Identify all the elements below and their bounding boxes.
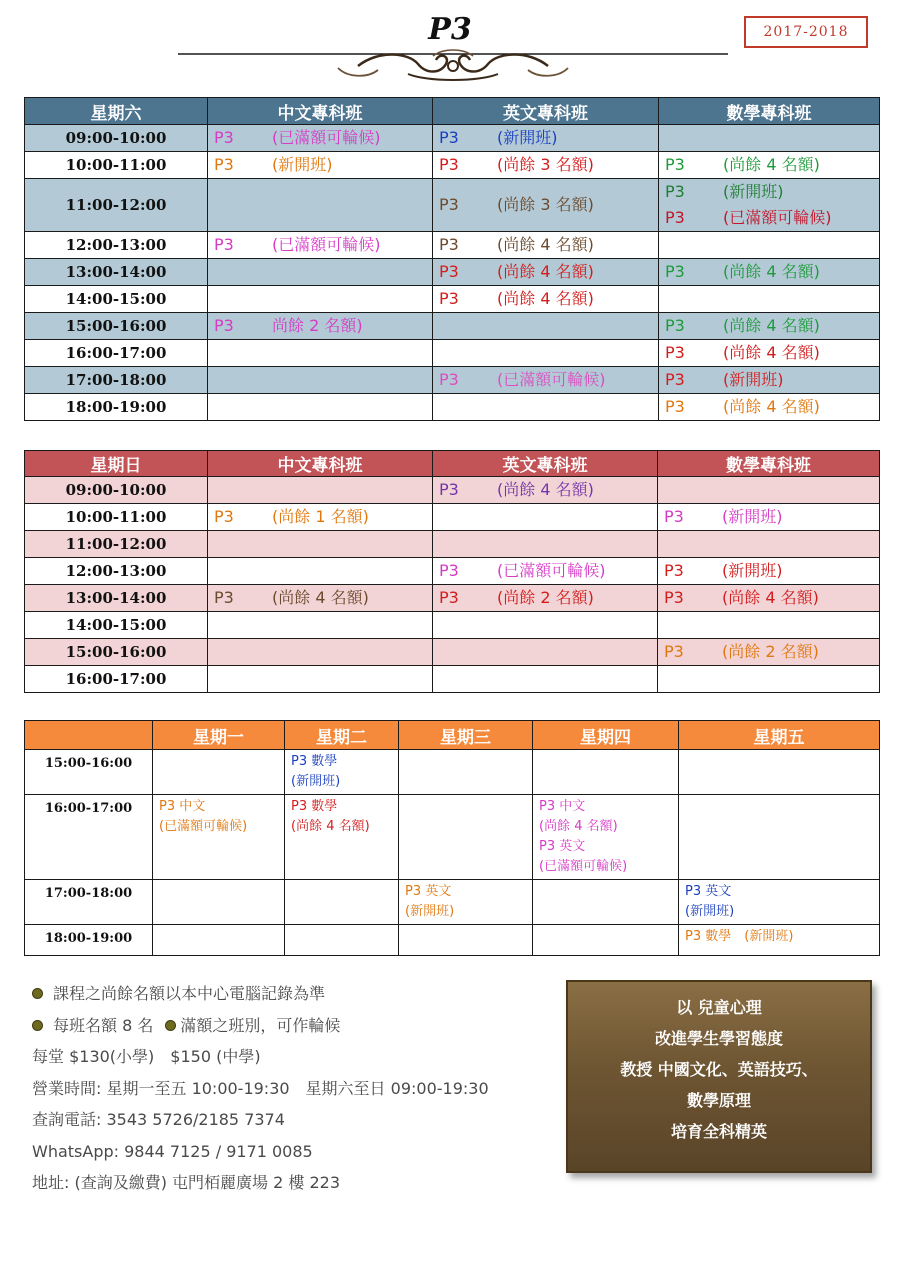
promo-line: 教授 中國文化、英語技巧、 (620, 1060, 818, 1079)
promo-line: 數學原理 (686, 1091, 751, 1110)
class-status: (新開班) (722, 507, 783, 526)
note-fee: 每堂 $130(小學) $150 (中學) (32, 1047, 261, 1066)
class-status: (新開班) (497, 128, 558, 147)
column-header-day: 星期日 (25, 451, 208, 477)
class-level: P3 (439, 155, 459, 174)
bullet-icon (165, 1020, 176, 1031)
class-entry (439, 585, 651, 611)
class-cell-math (659, 367, 880, 394)
class-cell-math (659, 259, 880, 286)
class-cell-english (433, 612, 658, 639)
class-level: P3 (439, 561, 459, 580)
table-row (25, 313, 880, 340)
note-whatsapp: WhatsApp: 9844 7125 / 9171 0085 (32, 1141, 313, 1161)
class-cell-english (433, 394, 659, 421)
class-cell-chinese (208, 179, 433, 232)
class-level: P3 (664, 642, 684, 661)
class-cell-tuesday (285, 880, 399, 925)
table-row (25, 558, 880, 585)
class-status: (尚餘 4 名額) (497, 480, 594, 499)
column-header-chinese: 中文專科班 (208, 98, 433, 125)
time-slot: 12:00-13:00 (25, 232, 208, 259)
class-level: P3 (665, 343, 685, 362)
class-cell-english (433, 125, 659, 152)
class-cell-math (659, 179, 880, 232)
time-slot: 13:00-14:00 (25, 259, 208, 286)
class-level: P3 (664, 507, 684, 526)
class-entry (214, 585, 426, 611)
class-cell-chinese (208, 639, 433, 666)
class-status: (新開班) (723, 370, 784, 389)
column-header-friday: 星期五 (679, 721, 880, 750)
class-entry-line: (新開班) (291, 774, 341, 789)
class-cell-math (659, 232, 880, 259)
note-quota-disclaimer: 課程之尚餘名額以本中心電腦記錄為準 (53, 984, 326, 1003)
class-cell-thursday (533, 795, 679, 880)
class-entry-line: (尚餘 4 名額) (291, 819, 370, 834)
class-entry (665, 367, 873, 393)
class-entry (665, 313, 873, 339)
class-cell-wednesday (399, 880, 533, 925)
class-level: P3 (664, 588, 684, 607)
class-cell-english (433, 504, 658, 531)
class-level: P3 (439, 370, 459, 389)
class-cell-chinese (208, 313, 433, 340)
class-cell-math (658, 504, 880, 531)
class-cell-math (658, 477, 880, 504)
table-row (25, 367, 880, 394)
table-header-row (25, 451, 880, 477)
time-slot: 10:00-11:00 (25, 152, 208, 179)
table-row (25, 795, 880, 880)
class-entry-line: (新開班) (685, 904, 735, 919)
class-level: P3 (214, 588, 234, 607)
time-slot: 15:00-16:00 (25, 750, 153, 795)
class-status: (新開班) (722, 561, 783, 580)
table-row (25, 666, 880, 693)
class-level: P3 (439, 480, 459, 499)
column-header-thursday: 星期四 (533, 721, 679, 750)
class-status: (尚餘 4 名額) (723, 262, 820, 281)
class-cell-math (658, 531, 880, 558)
table-row (25, 125, 880, 152)
class-cell-english (433, 639, 658, 666)
class-status: (尚餘 1 名額) (272, 507, 369, 526)
class-status: (已滿額可輪候) (723, 208, 832, 227)
class-entry-line: P3 中文 (539, 799, 586, 814)
class-cell-chinese (208, 612, 433, 639)
class-cell-tuesday (285, 795, 399, 880)
time-slot: 13:00-14:00 (25, 585, 208, 612)
table-row (25, 880, 880, 925)
class-cell-chinese (208, 394, 433, 421)
class-cell-tuesday (285, 925, 399, 956)
class-status: (尚餘 3 名額) (497, 195, 594, 214)
note-address: 地址: (查詢及繳費) 屯門栢麗廣場 2 樓 223 (32, 1173, 341, 1192)
class-cell-chinese (208, 558, 433, 585)
table-row (25, 639, 880, 666)
class-status: (尚餘 2 名額) (497, 588, 594, 607)
note-class-size: 每班名額 8 名 (53, 1015, 154, 1035)
class-cell-monday (153, 925, 285, 956)
class-status: (已滿額可輪候) (497, 561, 606, 580)
class-level: P3 (665, 182, 685, 201)
column-header-monday: 星期一 (153, 721, 285, 750)
class-entry (439, 558, 651, 584)
class-status: (尚餘 2 名額) (722, 642, 819, 661)
class-cell-thursday (533, 880, 679, 925)
class-level: P3 (665, 208, 685, 227)
column-header-math: 數學專科班 (659, 98, 880, 125)
time-slot: 17:00-18:00 (25, 880, 153, 925)
time-slot: 09:00-10:00 (25, 477, 208, 504)
class-status: (尚餘 4 名額) (723, 316, 820, 335)
class-cell-math (659, 152, 880, 179)
class-level: P3 (214, 128, 234, 147)
time-slot: 15:00-16:00 (25, 639, 208, 666)
class-level: P3 (665, 316, 685, 335)
class-cell-english (433, 232, 659, 259)
class-entry-line: (新開班) (405, 904, 455, 919)
time-slot: 16:00-17:00 (25, 666, 208, 693)
class-entry-line: P3 數學 (291, 799, 338, 814)
class-level: P3 (439, 588, 459, 607)
table-row (25, 925, 880, 956)
class-level: P3 (665, 370, 685, 389)
class-cell-chinese (208, 504, 433, 531)
class-cell-chinese (208, 585, 433, 612)
column-header-wednesday: 星期三 (399, 721, 533, 750)
class-cell-chinese (208, 340, 433, 367)
class-level: P3 (214, 235, 234, 254)
class-cell-wednesday (399, 925, 533, 956)
column-header-math: 數學專科班 (658, 451, 880, 477)
class-status: (尚餘 4 名額) (497, 235, 594, 254)
class-cell-chinese (208, 666, 433, 693)
class-cell-english (433, 286, 659, 313)
class-status: (已滿額可輪候) (272, 235, 381, 254)
column-header-day: 星期六 (25, 98, 208, 125)
time-slot: 18:00-19:00 (25, 394, 208, 421)
bullet-icon (32, 988, 43, 999)
class-cell-math (659, 340, 880, 367)
class-entry-line: P3 中文 (159, 799, 206, 814)
class-cell-friday (679, 880, 880, 925)
class-level: P3 (664, 561, 684, 580)
class-level: P3 (439, 128, 459, 147)
class-level: P3 (439, 195, 459, 214)
class-status: (尚餘 4 名額) (723, 343, 820, 362)
class-cell-math (658, 612, 880, 639)
class-cell-english (433, 666, 658, 693)
class-entry (665, 340, 873, 366)
class-entry (439, 125, 652, 151)
class-status: (尚餘 4 名額) (497, 262, 594, 281)
class-entry (439, 259, 652, 285)
table-header-row (25, 721, 880, 750)
class-cell-english (433, 259, 659, 286)
class-entry-line: P3 數學 (291, 754, 338, 769)
class-cell-english (433, 558, 658, 585)
promo-box (566, 980, 872, 1173)
table-row (25, 612, 880, 639)
class-cell-english (433, 367, 659, 394)
table-header-row (25, 98, 880, 125)
class-cell-english (433, 179, 659, 232)
school-year-badge: 2017-2018 (744, 16, 868, 48)
table-row (25, 477, 880, 504)
class-cell-math (658, 558, 880, 585)
class-cell-chinese (208, 286, 433, 313)
info-notes (32, 978, 552, 1199)
note-business-hours: 營業時間: 星期一至五 10:00-19:30 星期六至日 09:00-19:30 (32, 1078, 489, 1098)
class-level: P3 (439, 235, 459, 254)
promo-line: 以 兒童心理 (676, 998, 762, 1017)
class-entry (214, 125, 426, 151)
time-slot: 16:00-17:00 (25, 795, 153, 880)
time-slot: 18:00-19:00 (25, 925, 153, 956)
class-entry (665, 259, 873, 285)
column-header-chinese: 中文專科班 (208, 451, 433, 477)
class-entry (665, 205, 873, 231)
table-row (25, 286, 880, 313)
table-row (25, 750, 880, 795)
time-slot: 17:00-18:00 (25, 367, 208, 394)
class-cell-math (658, 639, 880, 666)
class-cell-english (433, 313, 659, 340)
class-cell-chinese (208, 232, 433, 259)
class-entry (664, 504, 873, 530)
class-entry (665, 394, 873, 420)
class-status: (尚餘 4 名額) (272, 588, 369, 607)
class-cell-thursday (533, 925, 679, 956)
weekday-schedule-table (24, 720, 880, 956)
class-status: (已滿額可輪候) (497, 370, 606, 389)
time-slot: 16:00-17:00 (25, 340, 208, 367)
column-header-time (25, 721, 153, 750)
class-entry-line: (已滿額可輪候) (539, 859, 628, 874)
class-entry (439, 152, 652, 178)
column-header-english: 英文專科班 (433, 98, 659, 125)
class-entry-line: (已滿額可輪候) (159, 819, 248, 834)
class-entry (439, 232, 652, 258)
note-phone: 查詢電話: 3543 5726/2185 7374 (32, 1110, 285, 1129)
class-level: P3 (665, 397, 685, 416)
table-row (25, 394, 880, 421)
class-entry-line: P3 英文 (685, 884, 732, 899)
class-cell-english (433, 531, 658, 558)
class-entry (665, 152, 873, 178)
class-cell-chinese (208, 259, 433, 286)
table-row (25, 531, 880, 558)
class-cell-monday (153, 750, 285, 795)
class-entry (439, 286, 652, 312)
time-slot: 09:00-10:00 (25, 125, 208, 152)
saturday-schedule-table (24, 97, 880, 421)
note-line (32, 1010, 552, 1042)
table-row (25, 179, 880, 232)
class-entry-line: P3 數學 (新開班) (685, 929, 794, 944)
class-cell-math (659, 394, 880, 421)
class-level: P3 (214, 155, 234, 174)
table-row (25, 232, 880, 259)
class-entry (214, 152, 426, 178)
class-cell-english (433, 477, 658, 504)
class-status: (新開班) (272, 155, 333, 174)
class-cell-math (658, 585, 880, 612)
class-cell-tuesday (285, 750, 399, 795)
class-cell-math (659, 313, 880, 340)
class-status: 尚餘 2 名額) (272, 316, 363, 335)
note-waitlist: 滿額之班別，可作輪候 (180, 1015, 341, 1035)
sunday-schedule-table (24, 450, 880, 693)
class-cell-thursday (533, 750, 679, 795)
time-slot: 15:00-16:00 (25, 313, 208, 340)
class-cell-wednesday (399, 750, 533, 795)
note-line (32, 978, 552, 1010)
class-entry-line: P3 英文 (405, 884, 452, 899)
class-cell-chinese (208, 531, 433, 558)
class-status: (尚餘 4 名額) (722, 588, 819, 607)
class-level: P3 (665, 262, 685, 281)
table-row (25, 340, 880, 367)
time-slot: 14:00-15:00 (25, 286, 208, 313)
class-level: P3 (665, 155, 685, 174)
class-status: (尚餘 3 名額) (497, 155, 594, 174)
class-entry (214, 504, 426, 530)
class-entry (439, 367, 652, 393)
class-cell-english (433, 152, 659, 179)
class-status: (尚餘 4 名額) (723, 397, 820, 416)
time-slot: 11:00-12:00 (25, 179, 208, 232)
class-cell-chinese (208, 125, 433, 152)
class-cell-monday (153, 880, 285, 925)
class-cell-friday (679, 925, 880, 956)
column-header-tuesday: 星期二 (285, 721, 399, 750)
class-cell-math (658, 666, 880, 693)
bullet-icon (32, 1020, 43, 1031)
class-cell-monday (153, 795, 285, 880)
class-status: (新開班) (723, 182, 784, 201)
class-cell-math (659, 286, 880, 313)
time-slot: 12:00-13:00 (25, 558, 208, 585)
class-cell-friday (679, 795, 880, 880)
class-entry (664, 558, 873, 584)
time-slot: 11:00-12:00 (25, 531, 208, 558)
class-cell-friday (679, 750, 880, 795)
class-entry (214, 232, 426, 258)
table-row (25, 152, 880, 179)
class-level: P3 (439, 262, 459, 281)
promo-line: 改進學生學習態度 (654, 1029, 783, 1048)
class-entry-line: P3 英文 (539, 839, 586, 854)
class-level: P3 (439, 289, 459, 308)
decorative-ornament-divider (178, 44, 728, 82)
class-cell-chinese (208, 367, 433, 394)
class-cell-english (433, 340, 659, 367)
class-status: (尚餘 4 名額) (723, 155, 820, 174)
promo-line: 培育全科精英 (670, 1122, 767, 1141)
class-entry (665, 179, 873, 205)
class-entry (439, 477, 651, 503)
time-slot: 14:00-15:00 (25, 612, 208, 639)
table-row (25, 585, 880, 612)
table-row (25, 259, 880, 286)
table-row (25, 504, 880, 531)
class-cell-english (433, 585, 658, 612)
class-status: (尚餘 4 名額) (497, 289, 594, 308)
class-level: P3 (214, 507, 234, 526)
class-cell-math (659, 125, 880, 152)
class-status: (已滿額可輪候) (272, 128, 381, 147)
time-slot: 10:00-11:00 (25, 504, 208, 531)
class-level: P3 (214, 316, 234, 335)
column-header-english: 英文專科班 (433, 451, 658, 477)
class-entry-line: (尚餘 4 名額) (539, 819, 618, 834)
class-cell-chinese (208, 152, 433, 179)
class-cell-chinese (208, 477, 433, 504)
page-title: P3 (428, 12, 472, 47)
class-entry (664, 639, 873, 665)
class-entry (664, 585, 873, 611)
class-cell-wednesday (399, 795, 533, 880)
class-entry (439, 192, 652, 218)
class-entry (214, 313, 426, 339)
